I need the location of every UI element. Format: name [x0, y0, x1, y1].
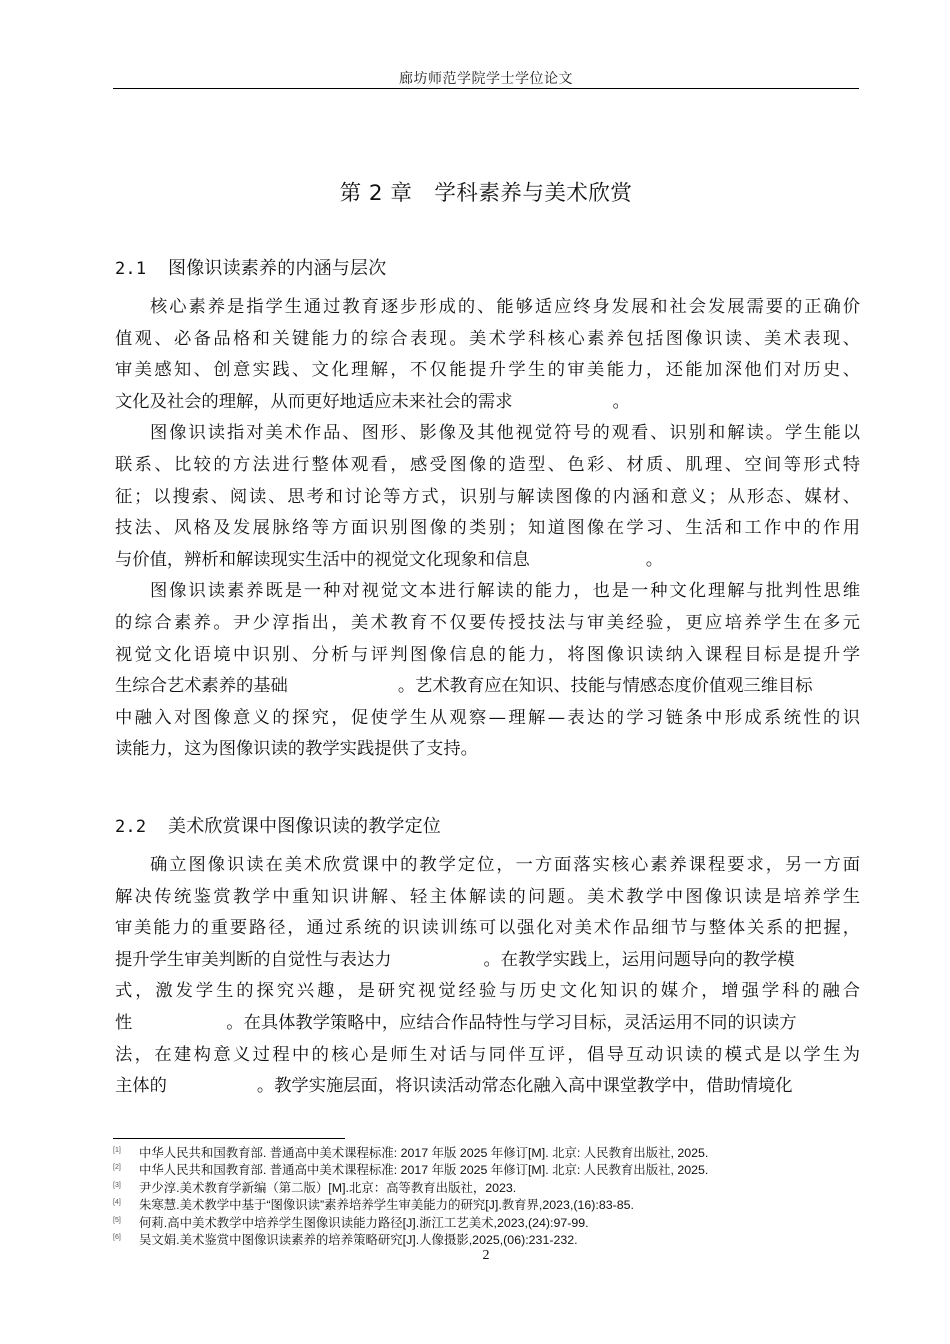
paragraph-line — [115, 545, 860, 577]
paragraph-line — [115, 1071, 860, 1103]
footnote-text: 朱寒慧.美术教学中基于“图像识读”素养培养学生审美能力的研究[J].教育界,2023,(16):83-85. — [139, 1198, 634, 1213]
footnote-item — [113, 1197, 859, 1214]
paragraph-text: 提升学生审美判断的自觉性与表达力 — [115, 949, 392, 970]
paragraph-text: 。教学实施层面，将识读活动常态化融入高中课堂教学中，借助情境化 — [256, 1076, 793, 1097]
paragraph-text: 。艺术教育应在知识、技能与情感态度价值观三维目标 — [397, 676, 813, 697]
paragraph-text: 与价值，辨析和解读现实生活中的视觉文化现象和信息 — [115, 549, 530, 570]
section-2-2-body — [115, 850, 860, 1103]
footnote-text: 何莉.高中美术教学中培养学生图像识读能力路径[J].浙江工艺美术,2023,(24):97-99. — [139, 1215, 589, 1230]
footnote-item — [113, 1215, 859, 1232]
footnote-text: 吴文娟.美术鉴赏中图像识读素养的培养策略研究[J].人像摄影,2025,(06):231-232. — [139, 1232, 578, 1247]
footnote-item — [113, 1180, 859, 1197]
paragraph-line — [115, 1008, 860, 1040]
footnote-item — [113, 1145, 859, 1162]
footnote-marker: [6] — [113, 1233, 121, 1241]
paragraph-line: 图像识读素养既是一种对视觉文本进行解读的能力，也是一种文化理解与批判性思维 — [150, 581, 860, 602]
section-heading-2-1 — [115, 254, 386, 280]
section-heading-2-2 — [115, 812, 441, 838]
footnote-text: 尹少淳.美术教育学新编（第二版）[M].北京：高等教育出版社，2023. — [139, 1180, 517, 1195]
paragraph-text: 。在具体教学策略中，应结合作品特性与学习目标，灵活运用不同的识读方 — [226, 1012, 797, 1033]
footnote-marker: [1] — [113, 1147, 121, 1154]
section-title: 图像识读素养的内涵与层次 — [168, 258, 387, 279]
paragraph-line: 技法、风格及发展脉络等方面识别图像的类别；知道图像在学习、生活和工作中的作用 — [115, 518, 860, 539]
footnote-marker: [3] — [113, 1181, 121, 1189]
citation-period: 。 — [645, 549, 664, 570]
paragraph-line — [115, 945, 860, 977]
paragraph-line: 值观、必备品格和关键能力的综合表现。美术学科核心素养包括图像识读、美术表现、 — [115, 328, 860, 349]
footnote-item — [113, 1162, 859, 1179]
paragraph-line: 审美感知、创意实践、文化理解，不仅能提升学生的审美能力，还能加深他们对历史、 — [115, 360, 860, 381]
paragraph-line: 征；以搜索、阅读、思考和讨论等方式，识别与解读图像的内涵和意义；从形态、媒材、 — [115, 486, 860, 507]
page-number: 2 — [482, 1248, 490, 1263]
paragraph-text: 文化及社会的理解，从而更好地适应未来社会的需求 — [115, 391, 513, 412]
paragraph-line: 中融入对图像意义的探究，促使学生从观察—理解—表达的学习链条中形成系统性的识 — [115, 707, 860, 728]
paragraph-line: 核心素养是指学生通过教育逐步形成的、能够适应终身发展和社会发展需要的正确价 — [150, 297, 860, 317]
paragraph-text: 主体的 — [115, 1076, 167, 1097]
footnote-marker: [2] — [113, 1164, 121, 1172]
paragraph-line: 视觉文化语境中识别、分析与评判图像信息的能力，将图像识读纳入课程目标是提升学 — [115, 644, 860, 665]
paragraph-line: 审美能力的重要路径，通过系统的识读训练可以强化对美术作品细节与整体关系的把握， — [115, 918, 860, 939]
footnote-marker: [4] — [113, 1199, 121, 1207]
paragraph-line: 解决传统鉴赏教学中重知识讲解、轻主体解读的问题。美术教学中图像识读是培养学生 — [115, 886, 860, 907]
section-2-1-body — [115, 292, 860, 766]
section-title: 美术欣赏课中图像识读的教学定位 — [168, 816, 441, 837]
header-rule — [113, 88, 859, 89]
paragraph-line: 图像识读指对美术作品、图形、影像及其他视觉符号的观看、识别和解读。学生能以 — [150, 423, 860, 444]
footnote-item — [113, 1232, 859, 1249]
footnote-separator — [113, 1138, 345, 1139]
paragraph-line: 法，在建构意义过程中的核心是师生对话与同伴互评，倡导互动识读的模式是以学生为 — [115, 1044, 860, 1065]
footnote-text: 中华人民共和国教育部. 普通高中美术课程标准: 2017 年版 2025 年修订[M]. 北京: 人民教育出版社, 2025. — [139, 1146, 709, 1160]
paragraph-line — [115, 387, 860, 419]
chapter-title: 第 2 章 学科素养与美术欣赏 — [339, 181, 633, 206]
footnote-marker: [5] — [113, 1216, 121, 1224]
paragraph-line: 联系、比较的方法进行整体观看，感受图像的造型、色彩、材质、肌理、空间等形式特 — [115, 454, 860, 475]
section-number: 2.2 — [115, 817, 147, 837]
section-number: 2.1 — [115, 259, 147, 279]
paragraph-text: 性 — [115, 1012, 133, 1033]
paragraph-line: 确立图像识读在美术欣赏课中的教学定位，一方面落实核心素养课程要求，另一方面 — [150, 855, 860, 875]
footnotes — [113, 1145, 859, 1249]
paragraph-text: 生综合艺术素养的基础 — [115, 676, 288, 697]
paragraph-line: 式，激发学生的探究兴趣，是研究视觉经验与历史文化知识的媒介，增强学科的融合 — [115, 981, 860, 1002]
running-header: 廊坊师范学院学士学位论文 — [399, 71, 573, 87]
paragraph-line: 的综合素养。尹少淳指出，美术教育不仅要传授技法与审美经验，更应培养学生在多元 — [115, 612, 860, 633]
citation-period: 。 — [612, 391, 630, 412]
paragraph-line — [115, 671, 860, 703]
paragraph-text: 。在教学实践上，运用问题导向的教学模 — [483, 949, 795, 970]
paragraph-line: 读能力，这为图像识读的教学实践提供了支持。 — [115, 739, 478, 760]
footnote-text: 中华人民共和国教育部. 普通高中美术课程标准: 2017 年版 2025 年修订[M]. 北京: 人民教育出版社, 2025. — [139, 1163, 709, 1178]
